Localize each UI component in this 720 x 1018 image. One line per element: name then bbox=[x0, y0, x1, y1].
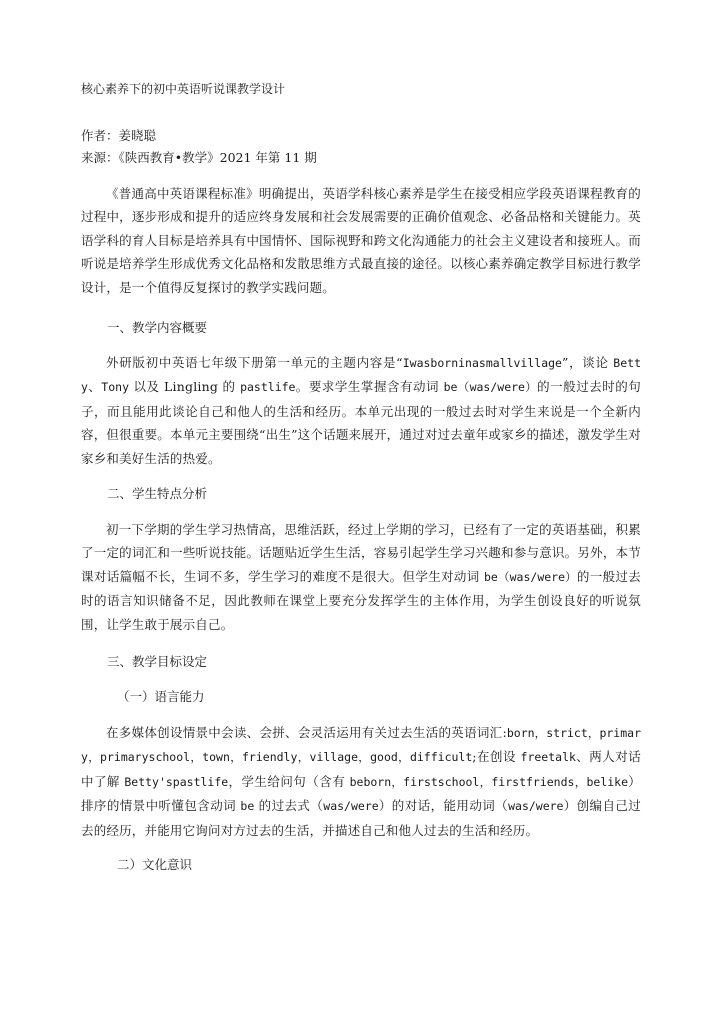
s1-text-3: 、 bbox=[87, 379, 102, 395]
s1-name-betty: Betty bbox=[81, 356, 641, 395]
s3-text-5: ）排序的情景中听懂包含动词 bbox=[81, 773, 641, 814]
s1-text-5: 。要求学生掌握含有动词 bbox=[295, 379, 444, 395]
section3-paragraph bbox=[81, 721, 641, 842]
document-title: 核心素养下的初中英语听说课教学设计 bbox=[81, 82, 286, 96]
s3-text-4: ，学生给问句（含有 bbox=[228, 773, 350, 789]
s3-phrases: beborn，firstschool，firstfriends，belike bbox=[349, 774, 629, 789]
s3-text-2: ;在创设 bbox=[472, 749, 521, 765]
s1-text-2: ”，谈论 bbox=[561, 355, 614, 370]
s3-be: be bbox=[240, 799, 255, 814]
section-heading-objectives: 三、教学目标设定 bbox=[107, 654, 208, 669]
s3-waswere-1: was/were bbox=[323, 799, 379, 814]
s3-betty-pastlife: Betty'spastlife bbox=[124, 774, 229, 789]
s1-text-6: 的一般过去时的句子，而且能用此谈论自己和他人的生活和经历。本单元出现的一般过去时对学生来说是一个全新内容，但很重要。本单元主要围绕“出生”这个话题来展开，通过对过去童年或家乡的描述，激发学生对家乡和美好生活的热爱。 bbox=[81, 379, 642, 466]
s3-waswere-2: was/were bbox=[508, 799, 564, 814]
s1-text-1: 外研版初中英语七年级下册第一单元的主题内容是“ bbox=[106, 355, 403, 370]
s3-freetalk: freetalk bbox=[520, 750, 576, 765]
subsection-cultural-awareness: 二）文化意识 bbox=[117, 857, 193, 872]
s3-text-7: ）的对话，能用动词（ bbox=[378, 798, 509, 814]
s1-text-4: 以及 Lingling 的 bbox=[129, 379, 241, 395]
s3-text-1: 在多媒体创设情景中会读、会拼、会灵活运用有关过去生活的英语词汇: bbox=[106, 725, 507, 740]
section-heading-content: 一、教学内容概要 bbox=[107, 320, 208, 335]
source-line: 来源：《陕西教育•教学》2021 年第 11 期 bbox=[81, 150, 317, 165]
s2-text-2: 的一般过去时的语言知识储备不足，因此教师在课堂上要充分发挥学生的主体作用，为学生创设良好的听说氛围，让学生敢于展示自己。 bbox=[81, 568, 641, 632]
s2-text-1: 初一下学期的学生学习热情高，思维活跃，经过上学期的学习，已经有了一定的英语基础，积累了一定的词汇和一些听说技能。话题贴近学生生活，容易引起学生学习兴趣和参与意识。另外，本节课对话篇幅不长，生词不多，学生学习的难度不是很大。但学生对动词 bbox=[81, 522, 641, 584]
section2-paragraph bbox=[81, 518, 641, 636]
subsection-language-ability: （一）语言能力 bbox=[117, 689, 205, 704]
s3-text-3: 、两人对话中了解 bbox=[81, 749, 641, 789]
s3-text-8: ）创编自己过去的经历，并能用它询问对方过去的生活，并描述自己和他人过去的生活和经历。 bbox=[81, 798, 641, 838]
section1-paragraph bbox=[81, 351, 641, 470]
intro-paragraph: 《普通高中英语课程标准》明确提出，英语学科核心素养是学生在接受相应学段英语课程教育的过程中，逐步形成和提升的适应终身发展和社会发展需要的正确价值观念、必备品格和关键能力。英语学科的育人目标是培养具有中国情怀、国际视野和跨文化沟通能力的社会主义建设者和接班人。而听说是培养学生形成优秀文化品格和发散思维方式最直接的途径。以核心素养确定教学目标进行教学设计，是一个值得反复探讨的教学实践问题。 bbox=[81, 186, 641, 295]
s1-theme: Iwasborninasmallvillage bbox=[402, 356, 562, 370]
s2-be: be（was/were） bbox=[483, 569, 577, 584]
s3-word-list: born，strict，primary，primaryschool，town，friendly，village，good，difficult bbox=[81, 726, 641, 765]
s1-name-tony: Tony bbox=[101, 380, 129, 395]
s3-text-6: 的过去式（ bbox=[254, 798, 324, 814]
s1-pastlife: pastlife bbox=[240, 380, 296, 395]
author-line: 作者：姜晓聪 bbox=[81, 128, 157, 143]
section-heading-students: 二、学生特点分析 bbox=[107, 486, 208, 501]
s1-be: be（was/were） bbox=[443, 380, 538, 395]
